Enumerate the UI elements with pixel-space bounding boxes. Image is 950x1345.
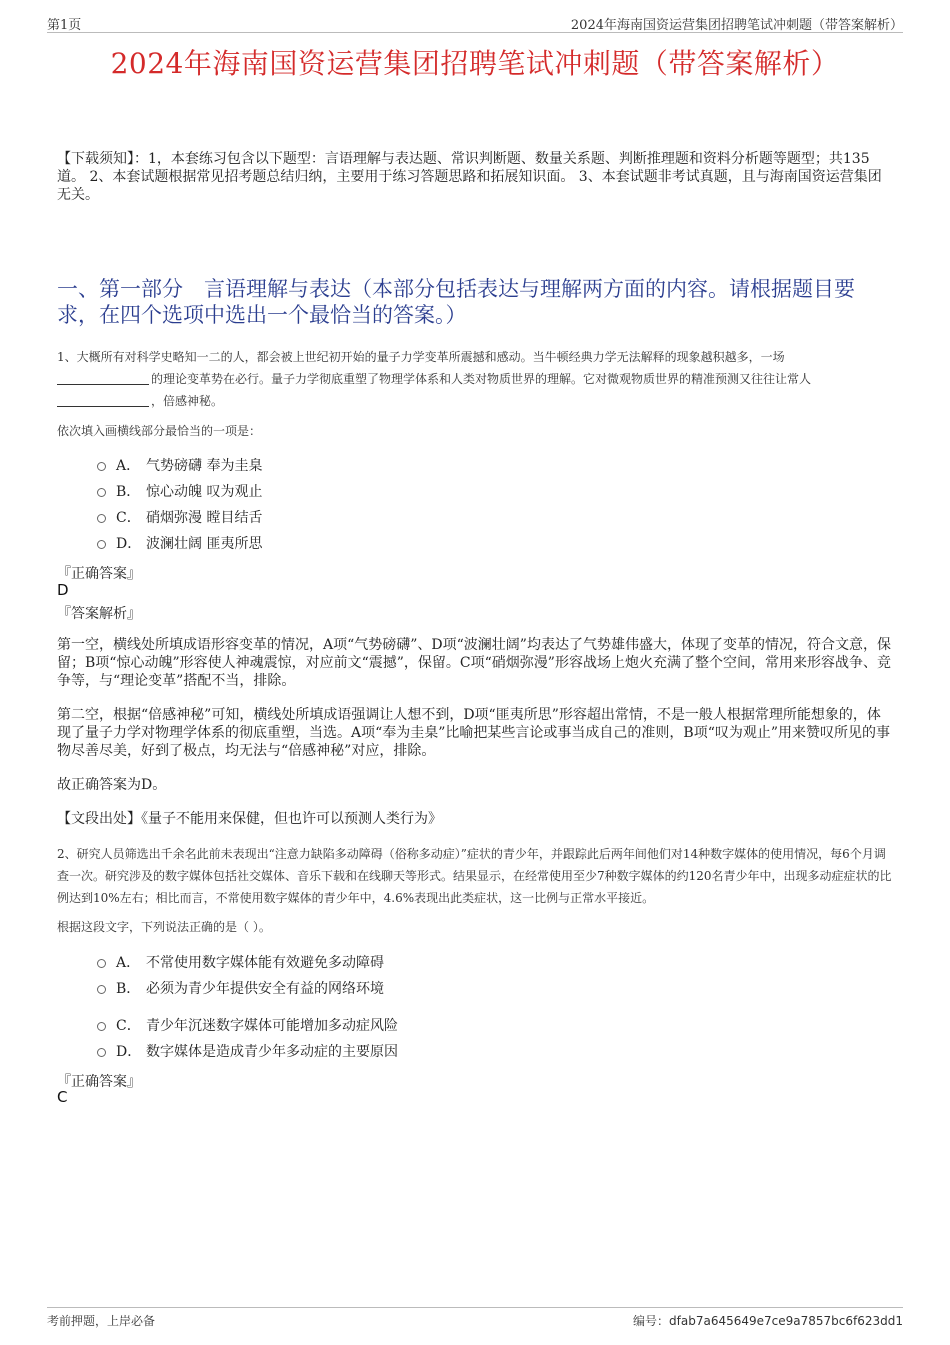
q1-answer-label: 『正确答案』 xyxy=(57,566,141,582)
q2-option-a[interactable] xyxy=(97,953,384,973)
q2-option-b[interactable] xyxy=(97,979,384,999)
q1-analysis-p3: 故正确答案为D。 xyxy=(57,777,167,793)
q1-option-a[interactable] xyxy=(97,456,262,476)
radio-icon[interactable] xyxy=(97,985,106,994)
option-text: 不常使用数字媒体能有效避免多动障碍 xyxy=(146,955,384,971)
option-text: 硝烟弥漫 瞠目结舌 xyxy=(146,510,263,526)
header-doc-title: 2024年海南国资运营集团招聘笔试冲刺题（带答案解析） xyxy=(570,18,903,33)
download-notice xyxy=(57,150,893,204)
q1-analysis-label: 『答案解析』 xyxy=(57,606,141,622)
source-text: 《量子不能用来保健，但也许可以预测人类行为》 xyxy=(141,811,442,827)
footer-code xyxy=(633,1312,903,1329)
option-letter: D． xyxy=(116,1044,142,1060)
q1-analysis-p2: 第二空，根据“倍感神秘”可知，横线处所填成语强调让人想不到，D项“匪夷所思”形容超出常情，不是一般人根据常理所能想象的，体现了量子力学对物理学体系的彻底重塑，当选。A项“奉为圭臬”比喻把某些言论或事当成自己的准则，B项“叹为观止”用来赞叹所见的事物尽善尽美，好到了极点，均无法与“倍感神秘”对应，排除。 xyxy=(57,707,891,759)
radio-icon[interactable] xyxy=(97,1022,106,1031)
footer-slogan: 考前押题，上岸必备 xyxy=(47,1314,156,1328)
page-footer xyxy=(47,1307,903,1326)
question-2-stem: 2、研究人员筛选出千余名此前未表现出“注意力缺陷多动障碍（俗称多动症）”症状的青少年，并跟踪此后两年间他们对14种数字媒体的使用情况，每6个月调查一次。研究涉及的数字媒体包括社交媒体、音乐下载和在线聊天等形式。结果显示，在经常使用至少7种数字媒体的约120名青少年中，出现多动症症状的比例达到10%左右；相比而言，不常使用数字媒体的青少年中，4.6%表现出此类症状，这一比例与正常水平接近。 xyxy=(57,847,892,905)
radio-icon[interactable] xyxy=(97,514,106,523)
radio-icon[interactable] xyxy=(97,1048,106,1057)
notice-text: ：1，本套练习包含以下题型：言语理解与表达题、常识判断题、数量关系题、判断推理题和资料分析题等题型；共135道。 2、本套试题根据常见招考题总结归纳，主要用于练习答题思路和拓展知识面。 3、本套试题非考试真题，且与海南国资运营集团无关。 xyxy=(57,151,882,203)
q1-answer: D xyxy=(57,581,69,599)
radio-icon[interactable] xyxy=(97,959,106,968)
fill-blank-1 xyxy=(57,370,149,385)
notice-lead: 【下载须知】 xyxy=(57,151,134,167)
option-letter: C． xyxy=(116,1018,141,1034)
fill-blank-2 xyxy=(57,392,149,407)
option-text: 必须为青少年提供安全有益的网络环境 xyxy=(146,981,384,997)
code-label: 编号： xyxy=(633,1314,670,1328)
q2-option-c[interactable] xyxy=(97,1016,398,1036)
q1-option-b[interactable] xyxy=(97,482,262,502)
option-text: 惊心动魄 叹为观止 xyxy=(146,484,263,500)
section-title: 一、第一部分 言语理解与表达（本部分包括表达与理解两方面的内容。请根据题目要求，在四个选项中选出一个最恰当的答案。） xyxy=(57,277,855,327)
q1-option-c[interactable] xyxy=(97,508,262,528)
option-text: 数字媒体是造成青少年多动症的主要原因 xyxy=(146,1044,398,1060)
option-letter: C． xyxy=(116,510,141,526)
option-letter: B． xyxy=(116,981,141,997)
q1-option-d[interactable] xyxy=(97,534,262,554)
question-1-stem xyxy=(57,346,897,412)
document-title: 2024年海南国资运营集团招聘笔试冲刺题（带答案解析） xyxy=(110,47,840,80)
option-text: 青少年沉迷数字媒体可能增加多动症风险 xyxy=(146,1018,398,1034)
q1-stem-part1: 1、大概所有对科学史略知一二的人，都会被上世纪初开始的量子力学变革所震撼和感动。当牛顿经典力学无法解释的现象越积越多，一场 xyxy=(57,350,785,364)
question-2-prompt: 根据这段文字，下列说法正确的是（ ）。 xyxy=(57,920,271,934)
option-letter: B． xyxy=(116,484,141,500)
option-letter: D． xyxy=(116,536,142,552)
q1-stem-part2: 的理论变革势在必行。量子力学彻底重塑了物理学体系和人类对物质世界的理解。它对微观物质世界的精准预测又往往让常人 xyxy=(151,372,812,386)
q2-answer: C xyxy=(57,1088,68,1106)
q2-option-d[interactable] xyxy=(97,1042,398,1062)
q2-answer-label: 『正确答案』 xyxy=(57,1074,141,1090)
radio-icon[interactable] xyxy=(97,540,106,549)
source-label: 【文段出处】 xyxy=(57,811,141,827)
q1-analysis-p1: 第一空，横线处所填成语形容变革的情况，A项“气势磅礴”、D项“波澜壮阔”均表达了气势雄伟盛大，体现了变革的情况，符合文意，保留；B项“惊心动魄”形容使人神魂震惊，对应前文“震撼”，保留。C项“硝烟弥漫”形容战场上炮火充满了整个空间，常用来形容战争、竞争等，与“理论变革”搭配不当，排除。 xyxy=(57,637,891,689)
q1-source xyxy=(57,810,893,828)
option-text: 气势磅礴 奉为圭臬 xyxy=(146,458,263,474)
radio-icon[interactable] xyxy=(97,462,106,471)
page-number: 第1页 xyxy=(47,18,82,33)
code-value: dfab7a645649e7ce9a7857bc6f623dd1 xyxy=(669,1314,903,1328)
option-letter: A． xyxy=(116,458,141,474)
option-letter: A． xyxy=(116,955,141,971)
option-text: 波澜壮阔 匪夷所思 xyxy=(146,536,263,552)
radio-icon[interactable] xyxy=(97,488,106,497)
question-1-prompt: 依次填入画横线部分最恰当的一项是： xyxy=(57,424,262,438)
q1-stem-part3: ，倍感神秘。 xyxy=(151,394,224,408)
page-header xyxy=(47,14,903,33)
